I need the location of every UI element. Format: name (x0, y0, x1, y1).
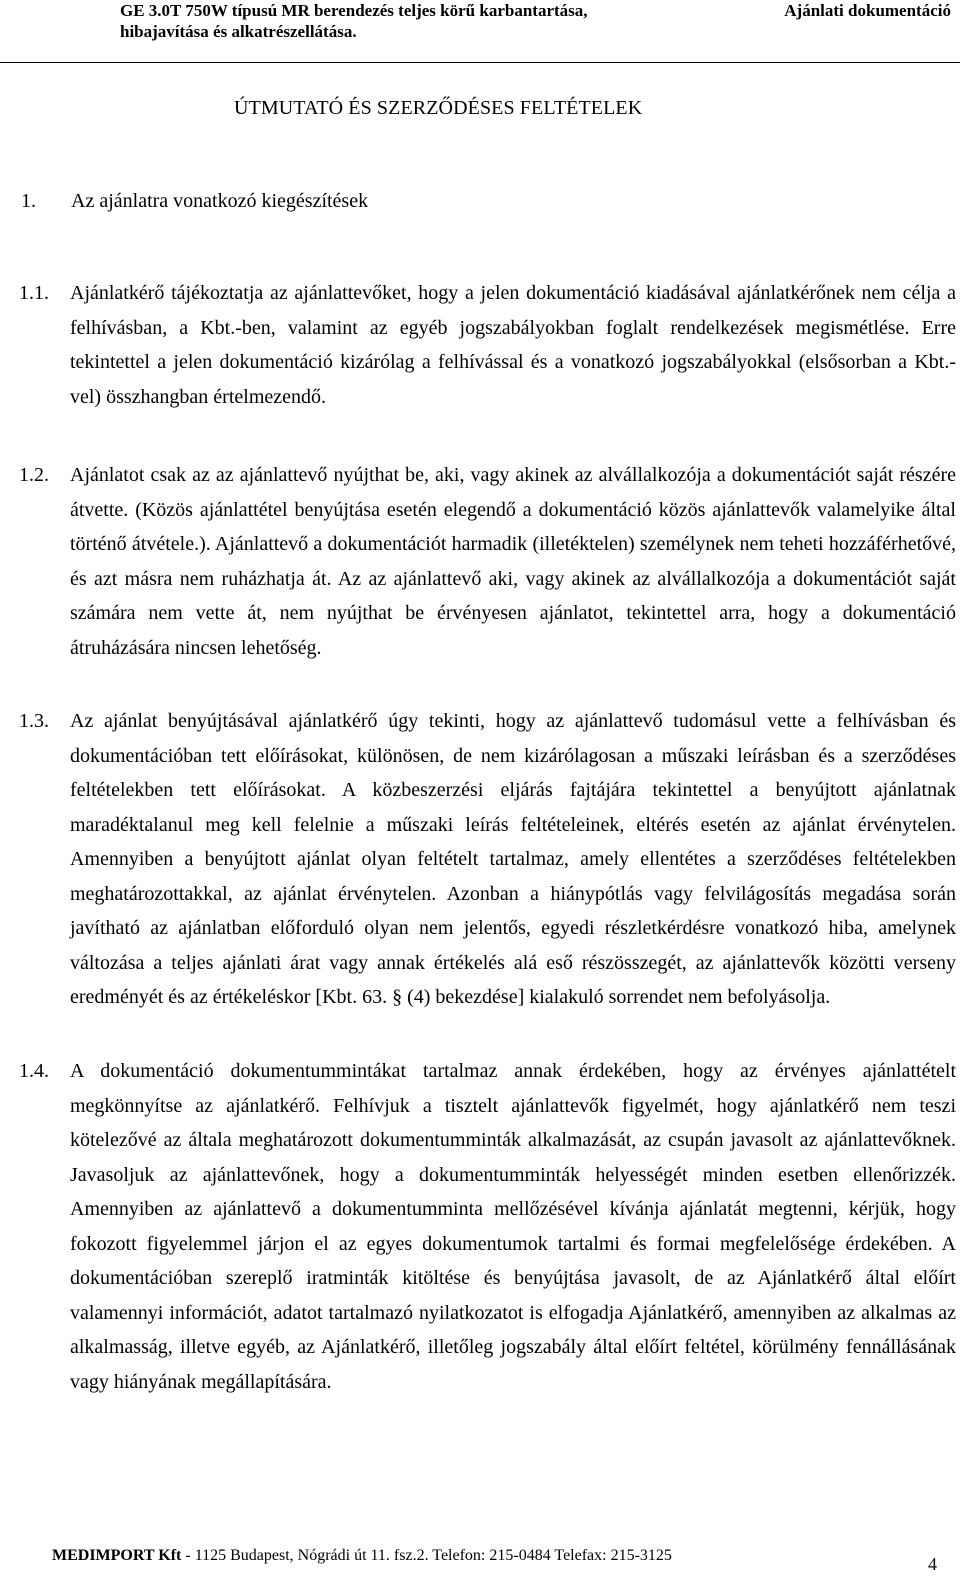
paragraph-text: Az ajánlat benyújtásával ajánlatkérő úgy tekinti, hogy az ajánlattevő tudomásul vette a felhívásban és dokumentációban tett előírásokat, különösen, de nem kizárólagosan a műszaki leírásban és a szerződéses feltételekben tett előírásokat. A közbeszerzési eljárás fajtájára tekintettel a benyújtott ajánlatnak maradéktalanul meg kell felelnie a műszaki leírás feltételeinek, eltérés esetén az ajánlat érvénytelen. Amennyiben a benyújtott ajánlat olyan feltételt tartalmaz, amely ellentétes a szerződéses feltételekben meghatározottakkal, az ajánlat érvénytelen. Azonban a hiánypótlás vagy felvilágosítás megadása során javítható az ajánlatban előforduló olyan nem jelentős, egyedi részletkérdésre vonatkozó hiba, amelynek változása a teljes ajánlati árat vagy annak értékelés alá eső részösszegét, az ajánlattevők közötti verseny eredményét és az értékeléskor [Kbt. 63. § (4) bekezdése] kialakuló sorrendet nem befolyásolja. (70, 710, 956, 1008)
paragraph-1-4 (19, 1054, 956, 1399)
paragraph-number: 1.1. (19, 282, 49, 304)
footer-contact-details: - 1125 Budapest, Nógrádi út 11. fsz.2. Telefon: 215-0484 Telefax: 215-3125 (181, 1547, 672, 1564)
section-number: 1. (21, 190, 36, 212)
paragraph-text: A dokumentáció dokumentummintákat tartalmaz annak érdekében, hogy az érvényes ajánlattételt megkönnyítse az ajánlatkérő. Felhívjuk a tisztelt ajánlattevők figyelmét, hogy ajánlatkérő nem teszi kötelezővé az általa meghatározott dokumentumminták alkalmazását, az csupán javasolt az ajánlattevőknek. Javasoljuk az ajánlattevőnek, hogy a dokumentumminták helyességét minden esetben ellenőrizzék. Amennyiben az ajánlattevő a dokumentumminta mellőzésével kívánja ajánlatát megtenni, kérjük, hogy fokozott figyelemmel járjon el az egyes dokumentumok tartalmi és formai megfelelősége érdekében. A dokumentációban szereplő iratminták kitöltése és benyújtása javasolt, de az Ajánlatkérő által előírt valamennyi információt, adatot tartalmazó nyilatkozatot is elfogadja Ajánlatkérő, amennyiben az alkalmas az alkalmasság, illetve egyéb, az Ajánlatkérő, illetőleg jogszabály által előírt feltétel, körülmény fennállásának vagy hiányának megállapítására. (70, 1060, 956, 1393)
paragraph-1-1 (19, 276, 956, 414)
header-title-line-1: GE 3.0T 750W típusú MR berendezés teljes körű karbantartása, (120, 1, 588, 20)
footer-company-name: MEDIMPORT Kft (52, 1547, 182, 1564)
paragraph-number: 1.3. (19, 710, 49, 732)
paragraph-number: 1.2. (19, 464, 49, 486)
header-project-title (120, 0, 588, 42)
page-number: 4 (928, 1554, 937, 1574)
paragraph-number: 1.4. (19, 1060, 49, 1082)
document-title: ÚTMUTATÓ ÉS SZERZŐDÉSES FELTÉTELEK (234, 97, 643, 119)
header-document-type: Ajánlati dokumentáció (784, 1, 951, 20)
header-title-line-2: hibajavítása és alkatrészellátása. (120, 22, 357, 41)
page-header (0, 0, 960, 63)
page-footer (52, 1545, 952, 1567)
paragraph-1-2 (19, 458, 956, 665)
paragraph-1-3 (19, 704, 956, 1015)
paragraph-text: Ajánlatot csak az az ajánlattevő nyújthat be, aki, vagy akinek az alvállalkozója a dokumentációt saját részére átvette. (Közös ajánlattétel benyújtása esetén elegendő a dokumentáció közös ajánlattevők valamelyike által történő átvétele.). Ajánlattevő a dokumentációt harmadik (illetéktelen) személynek nem teheti hozzáférhetővé, és azt másra nem ruházhatja át. Az az ajánlattevő aki, vagy akinek az alvállalkozója a dokumentációt saját számára nem vette át, nem nyújthat be érvényesen ajánlatot, tekintettel arra, hogy a dokumentáció átruházására nincsen lehetőség. (70, 464, 956, 659)
paragraph-text: Ajánlatkérő tájékoztatja az ajánlattevőket, hogy a jelen dokumentáció kiadásával ajánlatkérőnek nem célja a felhívásban, a Kbt.-ben, valamint az egyéb jogszabályokban foglalt rendelkezések megismétlése. Erre tekintettel a jelen dokumentáció kizárólag a felhívással és a vonatkozó jogszabályokkal (elsősorban a Kbt.-vel) összhangban értelmezendő. (70, 282, 956, 408)
section-title: Az ajánlatra vonatkozó kiegészítések (71, 190, 369, 212)
section-heading (21, 187, 368, 215)
